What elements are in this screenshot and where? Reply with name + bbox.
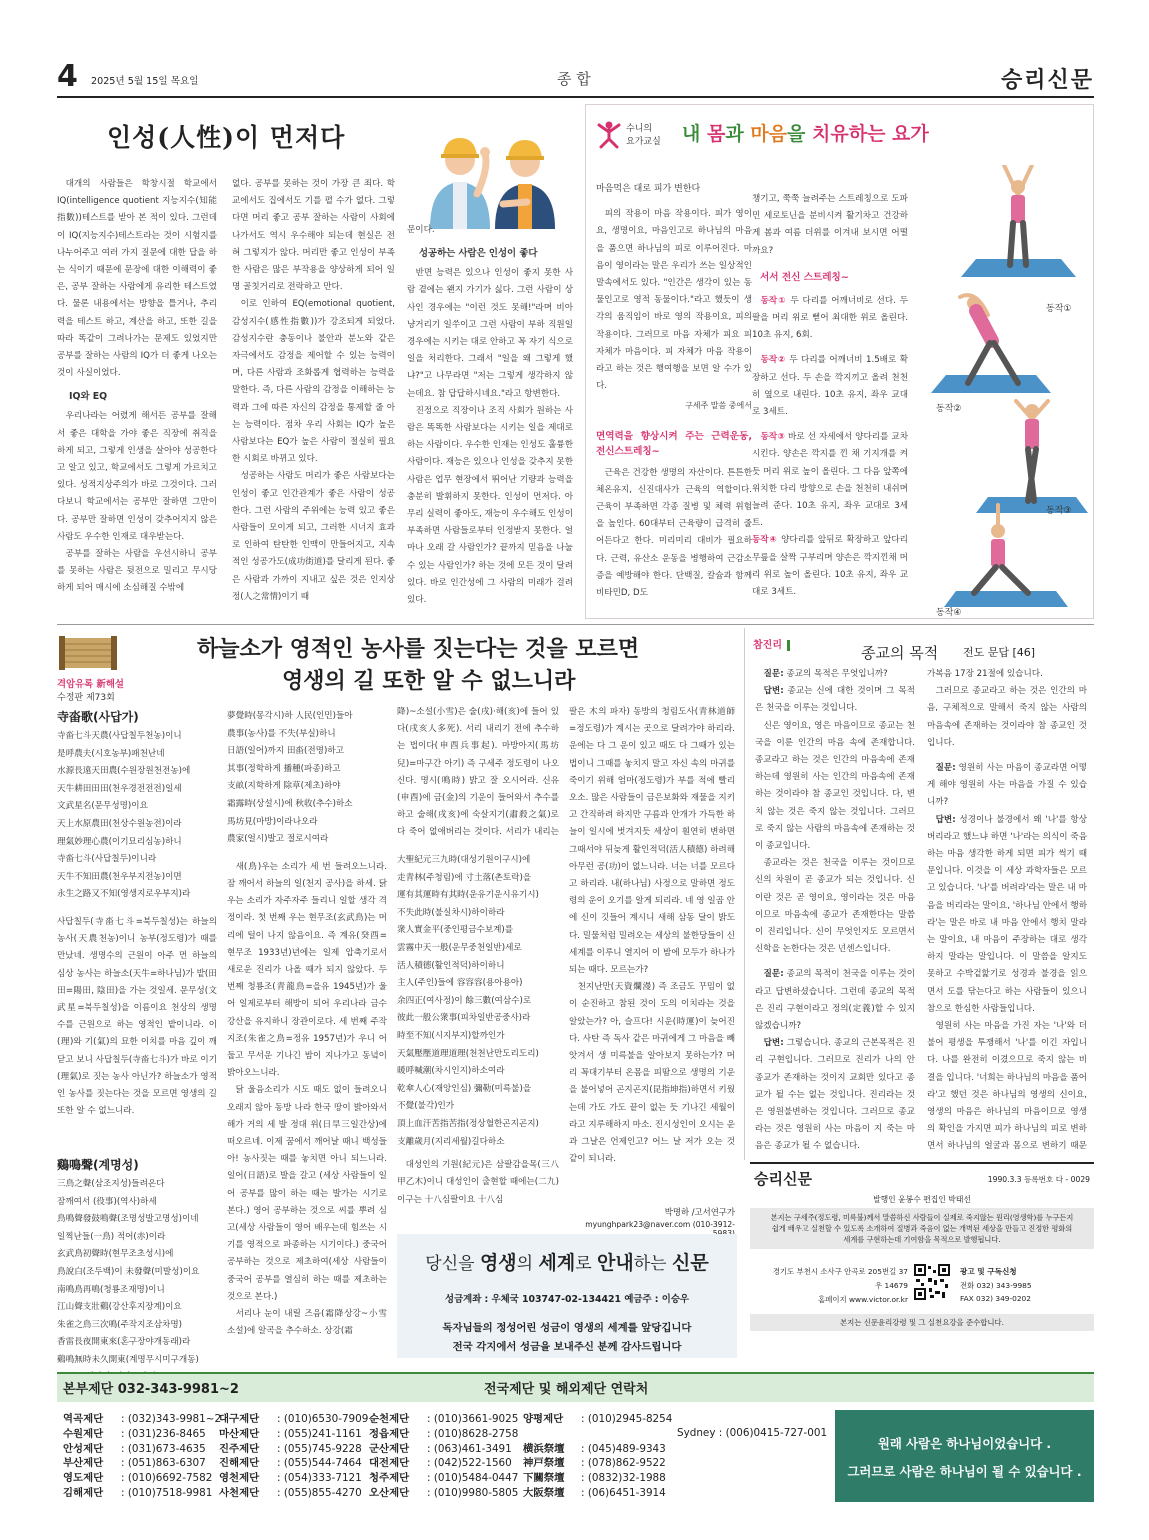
series-badge: 격암유록 新해설 xyxy=(57,679,124,690)
poem-line: 玄武鳥初聲時(현무조초성시)에 xyxy=(57,1249,174,1260)
masthead-rule xyxy=(750,1162,1094,1164)
contact-row: 下關祭壇 : (0832)32-1988 xyxy=(523,1472,666,1485)
title-part: 을 xyxy=(787,123,813,145)
ad-word: 신문 xyxy=(672,1252,709,1274)
answer-label: 답변: xyxy=(935,814,956,825)
title-part: 치유하는 요가 xyxy=(812,123,929,145)
masthead-ethics: 본지는 신문윤리강령 및 그 실천요강을 준수합니다. xyxy=(750,1314,1094,1331)
article-headline-2: 영생의 길 또한 알 수 없느니라 xyxy=(282,668,576,694)
branch-name: 김해제단 xyxy=(63,1486,104,1499)
yoga-figure-3 xyxy=(976,401,1088,513)
poem-line: 三鳥之聲(삼조지성)들려온다 xyxy=(57,1178,165,1189)
masthead-homepage: 홈페이지 www.victor.or.kr xyxy=(818,1295,908,1304)
poem-line: 잠깨여서 (役事)(역사)하세 xyxy=(57,1196,157,1207)
branch-tel: (055)544-7464 xyxy=(283,1457,362,1470)
paragraph: 새(鳥)우는 소리가 세 번 들려오느니라. 잠 깨어서 하늘의 일(천지 공사)을 하세. 닭 우는 소리가 자주자주 들리니 일할 생각 격정이라. 첫 번째 우는 현무조(玄武鳥)는 머리에 털이 나지 않음이요. 즉 계유(癸酉=현무조 1933년)년에는 일제 압축기로서 새로운 진리가 나올 때가 되지 않았다. 두 번째 청룡조(青龍鳥=을유 1945년)가 울어 일제로부터 해방이 되어 우리나라 금수강산을 유지하니 장관이로다. 세 번째 주작지조(朱雀之鳥=정유 1957년)가 우니 어둡고 무서운 기나긴 밤이 지나가고 동녘이 밝아오느니라. xyxy=(227,861,387,1079)
poem-line: 天牛耕田田田(천우경전전전)일세 xyxy=(57,783,182,794)
branch-name: 오산제단 xyxy=(369,1486,410,1499)
verse-line: 余四正(여사정)이 餘三數(여삼수)로 xyxy=(397,995,532,1006)
slogan-box xyxy=(835,1410,1094,1502)
poem-line: 鳥鳴聲發鼓鳴聲(조명성발고명성)이네 xyxy=(57,1214,199,1225)
branch-name: 양평제단 xyxy=(523,1413,564,1425)
article-col-3 xyxy=(407,222,573,616)
poem-line: 鷄鳴無時未久開東(계명무시미구개동) xyxy=(57,1354,199,1365)
contact-row: 사천제단 : (055)855-4270 xyxy=(219,1486,362,1499)
branch-tel: (032)343-9981~2 xyxy=(127,1413,222,1425)
qa-title: 종교의 목적 xyxy=(861,644,939,662)
yoga-label-top: 수니의 xyxy=(626,124,653,134)
masthead-logo: 승리신문 xyxy=(754,1170,812,1188)
contact-row: 김해제단 : (010)7518-9981 xyxy=(63,1486,213,1499)
verse-list xyxy=(397,852,559,1151)
branch-name: 진주제단 xyxy=(219,1442,260,1455)
branch-tel: (055)855-4270 xyxy=(283,1486,362,1499)
contact-row: 청주제단 : (010)5484-0447 xyxy=(369,1472,519,1485)
figure-caption-1: 동작① xyxy=(1046,304,1072,314)
poem-line: 南鳴鳥再鳴(청룡조재명)이니 xyxy=(57,1284,165,1295)
qa-answer xyxy=(927,812,1087,1018)
prophecy-col-4 xyxy=(569,704,735,1234)
qa-text: 그렇습니다. 종교의 근본목적은 진리 구현입니다. 그러므로 진리가 나의 안 종교가 존재하는 것이지 교회만 있다고 종교가 될 수는 없는 것입니다. 진리라는 것은 영원불변하는 것입니다. 그러므로 종교라는 것은 영원히 사는 마음이 지 죽는 마음은 종교가 될 수 없습니다. xyxy=(755,1038,915,1152)
ad-word: 영생 xyxy=(479,1252,517,1274)
verse-line: 雲霧中天一般(운무중천일반)세로 xyxy=(397,942,522,953)
branch-tel: (078)862-9522 xyxy=(587,1457,666,1470)
poem-line: 文武星名(문무성명)이요 xyxy=(57,801,148,812)
contact-col-4 xyxy=(523,1412,672,1501)
contact-col-3 xyxy=(369,1412,518,1501)
verse-line: 天氣壓壓道理道理(천천난만도리도리) xyxy=(397,1048,539,1059)
series-number: 수정판 제73회 xyxy=(57,693,115,703)
contact-row: 大阪祭壇 : (06)6451-3914 xyxy=(523,1486,666,1499)
question-label: 질문: xyxy=(935,763,956,774)
subheading: 성공하는 사람은 인성이 좋다 xyxy=(419,248,538,260)
branch-tel: (006)0415-727-001 xyxy=(725,1427,828,1439)
qa-text: 종교의 목적은 무엇입니까? xyxy=(786,669,888,679)
yoga-pink-head-2: 서서 전신 스트레칭~ xyxy=(760,271,849,283)
verse-line: 日語(일어)까지 田畓(전명)하고 xyxy=(227,746,344,757)
contact-col-1 xyxy=(63,1412,221,1501)
workers-illustration xyxy=(415,124,565,229)
branch-name: 下關祭壇 xyxy=(523,1472,565,1485)
verse-line: 運有其運時有其時(운유기운시유기시) xyxy=(397,890,539,901)
kicker-text: 참진리 xyxy=(753,640,782,651)
paragraph: 근육은 건강한 생명의 자산이다. 튼튼한 체온유지, 신진대사가 근육의 역할이다. 근육이 부족하면 각종 질병 및 체력 위험을 높인다. 60대부터 근육량이 급격히 줄어든다고 한다. 미리미리 대비가 필요하다. 근력, 유산소 운동을 병행하여 근감소증을 예방해야 한다. 단백질, 칼슘과 함께 비타민D, D도 xyxy=(596,467,752,599)
figure-caption-3: 동작③ xyxy=(1046,506,1072,516)
subheading: IQ와 EQ xyxy=(69,391,108,403)
qa-answer xyxy=(755,1035,915,1155)
verse-line: 支畝(지학하게 除草(제초)하야 xyxy=(227,781,341,792)
paragraph: 그러므로 종교라고 하는 것은 인간의 마음, 구체적으로 말해서 죽지 않는 사람의 마음속에 존재하는 것이라야 참 종교인 것입니다. xyxy=(927,686,1087,748)
qa-kicker xyxy=(753,636,790,651)
branch-name: 대구제단 xyxy=(219,1413,260,1425)
branch-tel: (06)6451-3914 xyxy=(587,1486,666,1499)
contact-row: 마산제단 : (055)241-1161 xyxy=(219,1427,362,1440)
title-part: 마음 xyxy=(750,123,788,145)
verse-line: 時至不知(시지부지)할까인가 xyxy=(397,1030,505,1041)
branch-name: 大阪祭壇 xyxy=(523,1486,565,1499)
branch-name: 진해제단 xyxy=(219,1457,260,1470)
ad-word: 당신을 xyxy=(425,1254,480,1274)
contact-row: 영천제단 : (054)333-7121 xyxy=(219,1472,362,1485)
yoga-figures xyxy=(916,165,1091,615)
yoga-pose-icon xyxy=(594,119,624,149)
contact-row: 영도제단 : (010)6692-7582 xyxy=(63,1472,213,1485)
branch-tel: (042)522-1560 xyxy=(433,1457,512,1470)
branch-name: 横浜祭壇 xyxy=(523,1442,565,1455)
paragraph: 피의 작용이 마음 작용이다. 피가 영이요, 생명이요, 마음인고로 하나님의 마음을 품으면 하나님의 피로 이루어진다. 마음이 영이라는 말은 우리가 쓰는 일상적인 말속에서도 있다. "인간은 생각이 있는 동물인고로 영적 동물이다."라고 했듯이 생각의 움직임이 바로 영의 작용이요, 피의 작용이다. 그러므로 마음 자체가 피요 피 자체가 마음이다. 피 자체가 마음 작용이라고 하는 것은 행여행을 보면 알 수가 있다. xyxy=(596,209,752,392)
article-title: 인성(人性)이 먼저다 xyxy=(107,123,346,152)
verse-line: 暖呼喊潮(차시인지)하소여라 xyxy=(397,1066,505,1077)
branch-name: 수원제단 xyxy=(63,1427,104,1440)
question-label: 질문: xyxy=(763,669,784,679)
slogan-line-1: 원래 사람은 하나님이었습니다 . xyxy=(877,1436,1052,1451)
branch-tel: (010)9980-5805 xyxy=(433,1486,519,1499)
contact-col-2 xyxy=(219,1412,368,1501)
branch-name: 역곡제단 xyxy=(63,1413,104,1425)
verse-line: 不覺(불각)인가 xyxy=(397,1101,455,1112)
prophecy-col-3 xyxy=(397,704,559,1232)
article-headline-1: 하늘소가 영적인 농사를 짓는다는 것을 모르면 xyxy=(197,636,640,662)
branch-tel: (010)2945-8254 xyxy=(587,1413,673,1425)
qa-text: 종교는 신에 대한 것이며 그 목적은 천국을 이루는 것입니다. xyxy=(755,686,915,714)
yoga-figure-4 xyxy=(944,505,1068,607)
masthead-box xyxy=(750,1162,1094,1356)
poem-line: 일찍난들(一鳥) 적어(赤)이라 xyxy=(57,1231,166,1242)
masthead-publisher: 발행인 윤봉수 편집인 박태선 xyxy=(873,1195,971,1204)
verse-line: 衆人實金平(중인평금수보계)를 xyxy=(397,925,514,936)
verse-line: 主人(주인)들에 容容容(용아용아) xyxy=(397,978,523,989)
paragraph: 없다. 공부를 못하는 것이 가장 큰 죄다. 학교에서도 집에서도 기를 펼 수가 없다. 그렇다면 머리 좋고 공부 잘하는 사람이 사회에 나가서도 역시 우수해야 되는데 현실은 전혀 그렇지가 않다. 머리만 좋고 인성이 부족한 사람은 많은 부작용을 양상하게 되어 일명 골칫거리로 전락하고 만다. xyxy=(232,179,395,293)
branch-name: 정읍제단 xyxy=(369,1427,410,1440)
page-header xyxy=(57,60,1094,96)
branch-tel: (055)745-9228 xyxy=(283,1442,362,1455)
step-label: 동작③ xyxy=(760,432,786,443)
verse-list xyxy=(227,708,387,849)
yoga-subhead: 마음먹은 대로 피가 변한다 xyxy=(596,184,701,194)
verse-line: 大聖紀元三九時(대성기원이구시)에 xyxy=(397,855,531,865)
title-part: 내 xyxy=(682,123,707,145)
paragraph: 문이다. xyxy=(407,225,435,235)
contact-row: 수원제단 : (031)236-8465 xyxy=(63,1427,206,1440)
paragraph: 신은 영이요, 영은 마음이므로 종교는 천국을 이룬 인간의 마음 속에 존재합니다. 종교라고 하는 것은 인간의 마음속에 존재하는데 영원히 사는 인간의 마음속에 존재하는 것이라야 참 종교인 것입니다. 다, 변치 않는 것은 죽지 않는 것입니다. 그러므로 죽지 않는 사람의 마음속에 존재하는 것이 종교입니다. xyxy=(755,720,915,852)
branch-tel: (045)489-9343 xyxy=(587,1442,666,1455)
qa-question xyxy=(755,966,915,1035)
qa-text: 성경이나 불경에서 왜 '나'를 항상 버리라고 했느냐 하면 '나'라는 의식이 죽음하는 마음 생각한 하게 되면 피가 썩기 때문입니다. 이것을 이 세상 과학자들은 모르고 있습니다. '나'를 버려라'라는 말은 내 마음을 버리라는 말이요, '하나님 안에서 행하라'는 말은 바로 내 마음 안에서 행치 말라는 말이요, 내 마음이 주장하는 대로 생각하지 말라는 말입니다. 이 말씀을 알지도 못하고 수박겉핥기로 성경과 불경을 읽으면서 도를 닦는다고 하는 사람들이 있으니 참으로 한심한 사람들입니다. xyxy=(927,814,1087,1014)
question-label: 질문: xyxy=(763,969,784,980)
branch-name: 사천제단 xyxy=(219,1486,260,1499)
poem-line: 江山聲支壯鷄(강산후지장계)이요 xyxy=(57,1302,182,1313)
poem-line: 寺畓七斗(사답칠두)이니라 xyxy=(57,854,157,865)
paragraph: 대성인의 기원(紀元)은 삼팔감을목(三八甲乙木)이니 대성인이 출현할 때에는(二九)이구는 十八심팔이요 十八심 xyxy=(397,1160,559,1205)
verse-line: 彼此一般公衆事(피차일반공중사)라 xyxy=(397,1013,531,1024)
qa-series: 전도 문답 [46] xyxy=(963,646,1036,659)
branch-tel: (031)673-4635 xyxy=(127,1442,206,1455)
paragraph: 대개의 사람들은 학창시절 학교에서 IQ(intelligence quotient 지능지수(知能指數))테스트를 받아 본 적이 있다. 그런데 이 IQ(지능지수)테스트라는 것이 시험지를 나누어주고 여러 가지 질문에 대한 답을 하는 식이기 때문에 문장에 대한 이해력이 좋은, 공부 잘하는 사람에게 유리한 테스트였다. 물론 내용에서는 방향을 틀거나, 추리력을 테스트 하고, 계산을 하고, 또한 길을 따라 똑같이 그려나가는 문제도 있었지만 공부를 잘하는 사람의 IQ가 더 좋게 나오는 것이 사실이었다. xyxy=(57,179,217,379)
prophecy-col-2 xyxy=(227,708,387,1358)
contact-row: 오산제단 : (010)9980-5805 xyxy=(369,1486,519,1499)
branch-tel: (010)3661-9025 xyxy=(433,1413,519,1425)
verse-line: 馬坊見(마방)이라나오라 xyxy=(227,816,318,827)
qa-question xyxy=(755,666,915,683)
branch-name: 영도제단 xyxy=(63,1472,104,1485)
paragraph: 팔은 木의 파자) 동방의 청림도사(青林道師=정도령)가 계시는 곳으로 달려가야 하리라. 운에는 다 그 운이 있고 때도 다 그때가 있는 법이니 그때를 놓치지 말고 자신 속의 마귀를 죽이기 위해 엄마(정도령)가 부를 적에 빨리 오소. 많은 사람들이 금은보화와 재물을 지키고 간직하려 하지만 구름과 안개가 가득한 하늘이 일시에 벗겨지듯 세상이 훤연히 변하면 그때서야 뒤늦게 활인적덕(活人積德) 하려해 아무런 공(功)이 없느니라. 너는 너를 모르다고 하리라. 내(하나님) 사정으로 말하면 정도령의 운이 오기를 알게 되리라. 네 영 일곱 안에 신이 깃들어 계시니 새해 삼동 달이 밝도다. 밀물처럼 밀려오는 세상의 불한당들이 신세계를 이루니 열지어 이 밤에 모두가 하나가 되는 때다. 모르는가? xyxy=(569,707,735,976)
poem-line: 水源長遠天田農(수원장원천전농)에 xyxy=(57,766,191,777)
branch-name: 순천제단 xyxy=(369,1413,410,1425)
verse-line: 霜露時(상설시)에 秋收(추수)하소 xyxy=(227,798,353,809)
paragraph: 영원히 사는 마음을 가진 자는 '나'와 더불어 평생을 투쟁해서 '나'를 이긴 자입니다. 나를 완전히 이겼으므로 죽지 않는 비결을 입니다. '너희는 하나님의 마음을 품어라'고 했던 것은 하나님의 영생의 신이요, 영생의 마음은 하나님의 마음이므로 영생의 확인을 가지면 피가 하나님의 피로 변하면서 하나님의 얼굴과 몸으로 변하기 때문 xyxy=(927,1021,1087,1152)
answer-label: 답변: xyxy=(763,686,784,697)
article-col-1 xyxy=(57,176,217,616)
poem-line: 寺畓七斗天農(사답칠두천농)이니 xyxy=(57,731,182,741)
yoga-col-2 xyxy=(752,191,908,617)
kicker-bar xyxy=(787,640,790,651)
prophecy-text xyxy=(227,859,387,1349)
branch-tel: (055)241-1161 xyxy=(283,1427,362,1440)
yoga-figure-2 xyxy=(931,295,1051,393)
poem-line: 天上水原農田(천상수원농전)이라 xyxy=(57,818,182,829)
branch-tel: (010)6692-7582 xyxy=(127,1472,213,1485)
footer-contacts xyxy=(57,1372,1094,1508)
masthead-tel: 전화 032) 343-9985 xyxy=(960,1281,1032,1290)
donation-ad xyxy=(397,1234,737,1358)
author-line: 박명하 /고서연구가 xyxy=(664,1207,735,1217)
step-3 xyxy=(752,429,908,532)
poem-line: 朱雀之鳥三次鳴(주작지조삼차명) xyxy=(57,1319,182,1330)
paragraph: 천지난만(天資爛漫) 즉 조금도 꾸밈이 없이 순진하고 참된 것이 도의 이치라는 것을 알았는가? 아, 슬프다! 시운(時運)이 늦어진다. 사탄 즉 독사 같은 마귀에게 그 마음을 빼앗겨서 생 미륵불을 알아보지 못하는가? 머리 꼭대기부터 온몸을 피땀으로 생명의 기운을 불어넣어 곤지곤지(昆指坤指)하면서 키웠는데 가도 가도 끝이 없는 듯 기나긴 세월이라고 지루해하지 마소. 진시성인이 오시는 운과 그날은 언제인고? 어느 날 저가 오는 것 같이 되니라. xyxy=(569,982,735,1165)
quote-source: 구세주 말씀 중에서 xyxy=(685,401,752,411)
contact-row: 정읍제단 : (010)8628-2758 xyxy=(369,1427,519,1440)
poem-title-2: 鷄鳴聲(계명성) xyxy=(57,1157,139,1172)
paragraph: 진정으로 직장이나 조직 사회가 원하는 사람은 똑똑한 사람보다는 시키는 일을 제대로 하는 사람이다. 우수한 인재는 인성도 훌륭한 사람이다. 재능은 있으나 인성을 갖추지 못한 사람은 업무 현장에서 뛰어난 기량과 능력을 충분히 발휘하지 못한다. 인성이 먼저다. 아무리 실력이 좋아도, 재능이 우수해도 인성이 부족하면 사람들로부터 인정받지 못한다. 얼마나 오래 갈 사람인가? 끝까지 믿음을 나눌 수 있는 사람인가? 하는 것에 모든 것이 달려 있다. 바로 인간성에 그 사람의 미래가 걸려 있다. xyxy=(407,405,573,606)
ad-thanks-1: 독자님들의 정성어린 성금이 영생의 세계를 앞당깁니다 xyxy=(442,1322,692,1334)
step-text: 바로 선 자세에서 양다리를 교차시킨다. 양손은 깍지를 낀 채 기지개를 켜듯 머리 위로 높이 올린다. 그 다음 앞쪽에 위치한 다리 방향으로 손을 천천히 내쉬며 늘려 준다. 10초 유지, 좌우 교대로 3세트. xyxy=(752,432,908,529)
branch-name: Sydney xyxy=(677,1427,716,1439)
contact-row-empty xyxy=(523,1427,672,1442)
verse-line: 乾傘人心(재앙인심) 彌勒(미륵불)을 xyxy=(397,1083,532,1094)
masthead-zip: 우 14679 xyxy=(875,1281,908,1290)
yoga-col-1 xyxy=(596,181,752,617)
verse-line: 支離歲月(지리세월)길다하소 xyxy=(397,1136,505,1147)
poem-2 xyxy=(57,1176,217,1387)
step-label: 동작④ xyxy=(752,535,778,546)
branch-name: 부산제단 xyxy=(63,1457,104,1470)
section-rule xyxy=(57,624,1094,625)
footer-title: 전국제단 및 해외제단 연락처 xyxy=(484,1382,649,1397)
paragraph: 공부를 잘하는 사람을 우선시하니 공부를 못하는 사람은 뒷전으로 밀리고 무시당하게 되어 매시에 소심해질 수밖에 xyxy=(57,549,217,594)
ad-word: 하는 xyxy=(633,1254,672,1274)
prophecy-text xyxy=(397,1157,559,1217)
author-contact: myunghpark23@naver.com (010-3912- xyxy=(585,1220,735,1229)
verse-line: 農事(농사)를 不失(부실)하니 xyxy=(227,728,336,739)
masthead-ad-head: 광고 및 구독신청 xyxy=(960,1267,1017,1276)
branch-name: 대전제단 xyxy=(369,1457,410,1470)
branch-name: 영천제단 xyxy=(219,1472,260,1485)
paragraph: 사답칠두(寺畓七斗=북두칠성)는 하늘의 농사(天農천농)이니 농부(정도령)가 때를 만났네. 생명수의 근원이 아주 먼 하늘의 심상 농사는 하늘소(天牛=하나님)가 밭(田田=陽田, 陰田)을 가는 것일세. 문무성(文武星=북두칠성)을 이름이요 천상의 생명수를 근원으로 하는 영적인 밭이니라. 이(理)와 기(氣)의 묘한 이치를 마음 깊이 깨닫고 보니 사답칠두(寺畓七斗)가 바로 이기(理氣)로 짓는 농사 아닌가? 하늘소가 영적인 농사를 짓는다는 것을 모르면 영생의 길 또한 알 수 없느니라. xyxy=(57,916,217,1117)
contact-row: 横浜祭壇 : (045)489-9343 xyxy=(523,1442,666,1455)
title-part: 과 xyxy=(725,123,751,145)
step-text: 두 다리를 어깨너비 1.5배로 확장하고 선다. 두 손을 깍지끼고 올려 천천히 옆으로 내린다. 10초 유지, 좌우 교대로 3세트. xyxy=(752,355,908,418)
paragraph: 종교라는 것은 천국을 이루는 것이므로 신의 차원이 곧 종교가 되는 것입니다. 신이란 것은 곧 영이요, 영이라는 것은 마음이므로 마음속에 종교가 존재한다는 말씀이 진리입니다. 신이 무엇인지도 모르면서 신학을 논한다는 것은 넌센스입니다. xyxy=(755,858,915,955)
poem-line: 天牛不知田農(천우부지전농)이면 xyxy=(57,871,182,882)
masthead-reg: 1990.3.3 등록번호 다 - 0029 xyxy=(987,1175,1090,1184)
page-number: 4 xyxy=(57,59,78,94)
branch-tel: (054)333-7121 xyxy=(283,1472,362,1485)
paragraph: 우리나라는 어렸게 해서든 공부를 잘해서 좋은 대학을 가야 좋은 직장에 취직을 하게 되고, 그렇게 인생을 살아야 성공한다고 알고 있고, 학교에서도 그렇게 가르치고 있다. 성적지상주의가 바로 그것이다. 그러다보니 학교에서는 공부만 잘하면 그만이다. 공부만 잘하면 인성이 갖추어지지 않은 사람도 우수한 인재로 대우받는다. xyxy=(57,411,217,542)
step-4 xyxy=(752,532,908,601)
answer-label: 답변: xyxy=(763,1038,784,1049)
contact-row: 神戸祭壇 : (078)862-9522 xyxy=(523,1457,666,1470)
step-2 xyxy=(752,352,908,421)
branch-name: 안성제단 xyxy=(63,1442,104,1455)
paragraph: 가복음 17장 21절에 있습니다. xyxy=(927,669,1043,679)
qa-col-2 xyxy=(927,666,1087,1156)
ad-headline xyxy=(397,1248,737,1275)
branch-tel: (010)5484-0447 xyxy=(433,1472,519,1485)
ad-word: 안내 xyxy=(597,1252,634,1274)
branch-name: 마산제단 xyxy=(219,1427,260,1440)
prophecy-text xyxy=(57,914,217,1144)
newspaper-name: 승리신문 xyxy=(1000,68,1094,93)
masthead-fax: FAX 032) 349-0202 xyxy=(960,1294,1031,1303)
verse-line: 不失此時(불실차시)하이하라 xyxy=(397,907,505,918)
branch-name: 군산제단 xyxy=(369,1442,410,1455)
contact-row: 역곡제단 : (032)343-9981~2 xyxy=(63,1413,222,1425)
prophecy-text xyxy=(397,704,559,842)
paragraph: 이로 인하여 EQ(emotional quotient, 감성지수(感性指數))가 강조되게 되었다. 감성지수란 충동이나 불안과 분노와 같은 자극에서도 감정을 제어할 수 있는 능력이며, 다른 사람과 조화롭게 협력하는 능력을 말한다. 즉, 다른 사람의 감정을 이해하는 능력과 그에 따른 자신의 감정을 통제할 줄 아는 능력이다. 점차 우리 사회는 IQ가 높은 사람보다는 EQ가 높은 사람이 절실히 필요한 시회로 바뀌고 있다. xyxy=(232,299,395,465)
hq-contact: 본부제단 032-343-9981~2 xyxy=(63,1382,239,1397)
yoga-title xyxy=(682,119,929,146)
section-name: 종 합 xyxy=(557,70,591,88)
poem-line: 是呼農夫(시호농부)패천난네 xyxy=(57,748,165,759)
yoga-label-bottom: 요가교실 xyxy=(626,137,661,147)
branch-tel: (010)7518-9981 xyxy=(127,1486,213,1499)
header-rule xyxy=(57,96,1094,98)
poem-line: 香雷長夜開東來(혼구장야개동래)라 xyxy=(57,1337,191,1348)
issue-date: 2025년 5월 15일 목요일 xyxy=(91,76,199,87)
qa-question xyxy=(927,760,1087,812)
qa-text: 종교의 목적이 천국을 이루는 것이라고 답변하셨습니다. 그런데 종교의 목적은 진리 구현이라고 정의(定義)할 수 있지 않겠습니까? xyxy=(755,969,915,1032)
step-label: 동작② xyxy=(760,355,786,366)
poem-title-1: 寺畓歌(사답가) xyxy=(57,710,139,724)
verse-line: 其事(정학하게 播種(파종)하고 xyxy=(227,763,341,774)
paragraph: 챙기고, 쭉쭉 늘려주는 스트레칭으로 도파민 세로토닌을 분비시켜 활기차고 건강하게 봄과 여름 더위를 이겨내 보시면 어떨까요? xyxy=(752,194,908,256)
contact-row: 군산제단 : (063)461-3491 xyxy=(369,1442,512,1455)
branch-tel: (010)6530-7909 xyxy=(283,1413,369,1425)
verse-line: 農家(얼시)발고 절로시여라 xyxy=(227,834,329,845)
ad-word: 의 xyxy=(516,1254,539,1274)
poem-line: 理氣妙理心農(이기묘리심농)하니 xyxy=(57,836,182,847)
branch-tel: (051)863-6307 xyxy=(127,1457,206,1470)
poem-1 xyxy=(57,728,217,904)
poem-line: 鳥說白(조두백)이 未發聲(미발성)이요 xyxy=(57,1266,200,1277)
article-prophecy xyxy=(57,628,737,1365)
contact-row: 진해제단 : (055)544-7464 xyxy=(219,1457,362,1470)
ad-word: 세계 xyxy=(538,1252,576,1274)
verse-line: 頂上血汗苦指苦指(정상혈한곤지곤지) xyxy=(397,1118,539,1129)
scroll-illustration xyxy=(57,632,119,672)
figure-caption-4: 동작④ xyxy=(936,608,962,618)
paragraph: 降)~소설(小雪)은 술(戌)·해(亥)에 들어 있다(戌亥人多死). 서리 내리기 전에 추수하는 법이다(申酉兵事起). 마방아지(馬坊兒)=마구간 아기) 즉 구세주 정도령이 나오신다. 명시(鳴時) 밝고 잘 오시어라. 신유(申酉)에 금(金)의 기운이 들어와서 추수를 하고 술해(戌亥)에 숙살지기(肅殺之氣)로 다 죽어 없애버리는 것이다. 서리가 내리는 xyxy=(397,707,559,838)
qa-col-1 xyxy=(755,666,915,1156)
verse-line: 活人積德(활인적덕)하이하니 xyxy=(397,960,505,971)
article-character xyxy=(57,104,580,619)
step-1 xyxy=(752,293,908,345)
branch-tel: (010)8628-2758 xyxy=(433,1427,519,1440)
qa-text: 영원히 사는 마음이 종교라면 어떻게 해야 영원히 사는 마음을 가질 수 있습니까? xyxy=(927,763,1087,808)
masthead-purpose: 본지는 구세주(정도령, 미륵불)께서 말씀하신 사람들이 실제로 죽지않는 원리(영생학)를 누구든지 쉽게 배우고 실천할 수 있도록 소개하여 질병과 죽음이 없는 개벽된 세상을 만들고 진정한 평화의 세계를 구현하는데 기여함을 목적으로 발행됩니다. xyxy=(750,1208,1094,1249)
step-text: 두 다리를 어깨너비로 선다. 두 팔을 머리 위로 뻗어 최대한 위로 올린다. 10초 유지, 6회. xyxy=(752,295,908,341)
ad-thanks-2: 전국 각지에서 성금을 보내주신 분께 감사드립니다 xyxy=(452,1341,682,1353)
sydney-contact: Sydney : (006)0415-727-001 xyxy=(677,1427,828,1439)
poem-line: 永生之路又不知(영생지로우부지)라 xyxy=(57,889,191,900)
yoga-figure-1 xyxy=(961,165,1076,277)
masthead-address: 경기도 부천시 소사구 안곡로 205번길 37 xyxy=(772,1267,908,1276)
prophecy-col-1 xyxy=(57,708,217,1365)
branch-name: 神戸祭壇 xyxy=(523,1457,565,1470)
article-col-2 xyxy=(232,176,395,616)
paragraph: 닭 울음소리가 시도 때도 없이 들려오니 오래지 않아 동방 나라 한국 땅이 밝아와서 해가 거의 세 발 정대 위(日旱三일간상)에 떠오르네. 이제 꿈에서 깨어날 때니 백성들아! 농사짓는 때를 놓치면 아니 되느니라. 일어(日語)로 발을 갈고 (세상 사람들이 일어 공부를 많이 하는 때는 발가는 시기로 본다.) 영어 공부하는 것으로 씨를 뿌려 심고(세상 사람들이 영어 배우는데 힘쓰는 시기를 영적으로 파종하는 시기이다.) 중국어 공부하는 것으로 제초하여(세상 사람들이 중국어 공부를 열심히 하는 때를 제초하는 것으로 본다.) xyxy=(227,1085,387,1302)
contact-row: 안성제단 : (031)673-4635 xyxy=(63,1442,206,1455)
step-label: 동작① xyxy=(760,295,787,306)
branch-name: 청주제단 xyxy=(369,1472,410,1485)
prophecy-text xyxy=(569,704,735,1204)
branch-tel: (063)461-3491 xyxy=(433,1442,512,1455)
contact-row: 대구제단 : (010)6530-7909 xyxy=(219,1413,369,1425)
qa-answer xyxy=(755,683,915,717)
branch-tel: (031)236-8465 xyxy=(127,1427,206,1440)
qa-section xyxy=(744,628,1094,1160)
ad-word: 로 xyxy=(575,1254,598,1274)
figure-caption-2: 동작② xyxy=(936,404,962,414)
paragraph: 반면 능력은 있으나 인성이 좋지 못한 사람 곁에는 왠지 가기가 싫다. 그런 사람이 상사인 경우에는 "이런 것도 못해!"라며 비아냥거리기 일쑤이고 그런 사람이 부하 직원일 경우에는 시키는 대로 안하고 꼭 자기 식으로 일을 처리한다. 그래서 "일을 왜 그렇게 했냐?"고 나무라면 "저는 그렇게 생각하지 않는데요. 참 답답하시네요."라고 항변한다. xyxy=(407,268,573,399)
contact-row: 대전제단 : (042)522-1560 xyxy=(369,1457,512,1470)
step-text: 양다리를 앞뒤로 확장하고 앞다리 무릎을 살짝 구부리며 양손은 깍지낀채 머리 위로 높이 올린다. 10초 유지, 좌우 교대로 3세트. xyxy=(752,535,908,598)
yoga-section xyxy=(585,104,1094,619)
contact-row: 부산제단 : (051)863-6307 xyxy=(63,1457,206,1470)
ad-account: 성금계좌 : 우체국 103747-02-134421 예금주 : 이승우 xyxy=(445,1294,689,1305)
paragraph: 성공하는 사람도 머리가 좋은 사람보다는 인성이 좋고 인간관계가 좋은 사람이 성공한다. 그런 사람의 주위에는 능력 있고 좋은 사람들이 모이게 되고, 그러한 시너지 효과로 인하여 탄탄한 인맥이 만들어지고, 지속적인 성공가도(成功街道)를 달리게 된다. 좋은 사람과 가까이 지내고 싶은 것은 인지상정(人之常情)이기 때 xyxy=(232,471,395,602)
branch-tel: (0832)32-1988 xyxy=(587,1472,666,1485)
verse-line: 夢覺時(몽각시)하 人民(인민)들아 xyxy=(227,711,353,721)
contact-row: 양평제단 : (010)2945-8254 xyxy=(523,1413,673,1425)
qr-code-icon xyxy=(914,1264,950,1300)
contact-row: 순천제단 : (010)3661-9025 xyxy=(369,1413,519,1425)
contact-row: 진주제단 : (055)745-9228 xyxy=(219,1442,362,1455)
paragraph: 서리나 눈이 내릴 즈음(霜降상강~小雪소설)에 알곡을 추수하소. 상강(霜 xyxy=(227,1309,387,1337)
yoga-pink-head: 면역력을 향상시켜 주는 근력운동, 전신스트레칭~ xyxy=(596,430,752,457)
verse-line: 走青林(주청림)에 寸土落(촌토락)을 xyxy=(397,872,532,883)
title-part: 몸 xyxy=(706,123,726,145)
slogan-line-2: 그러므로 사람은 하나님이 될 수 있습니다 . xyxy=(847,1464,1082,1479)
